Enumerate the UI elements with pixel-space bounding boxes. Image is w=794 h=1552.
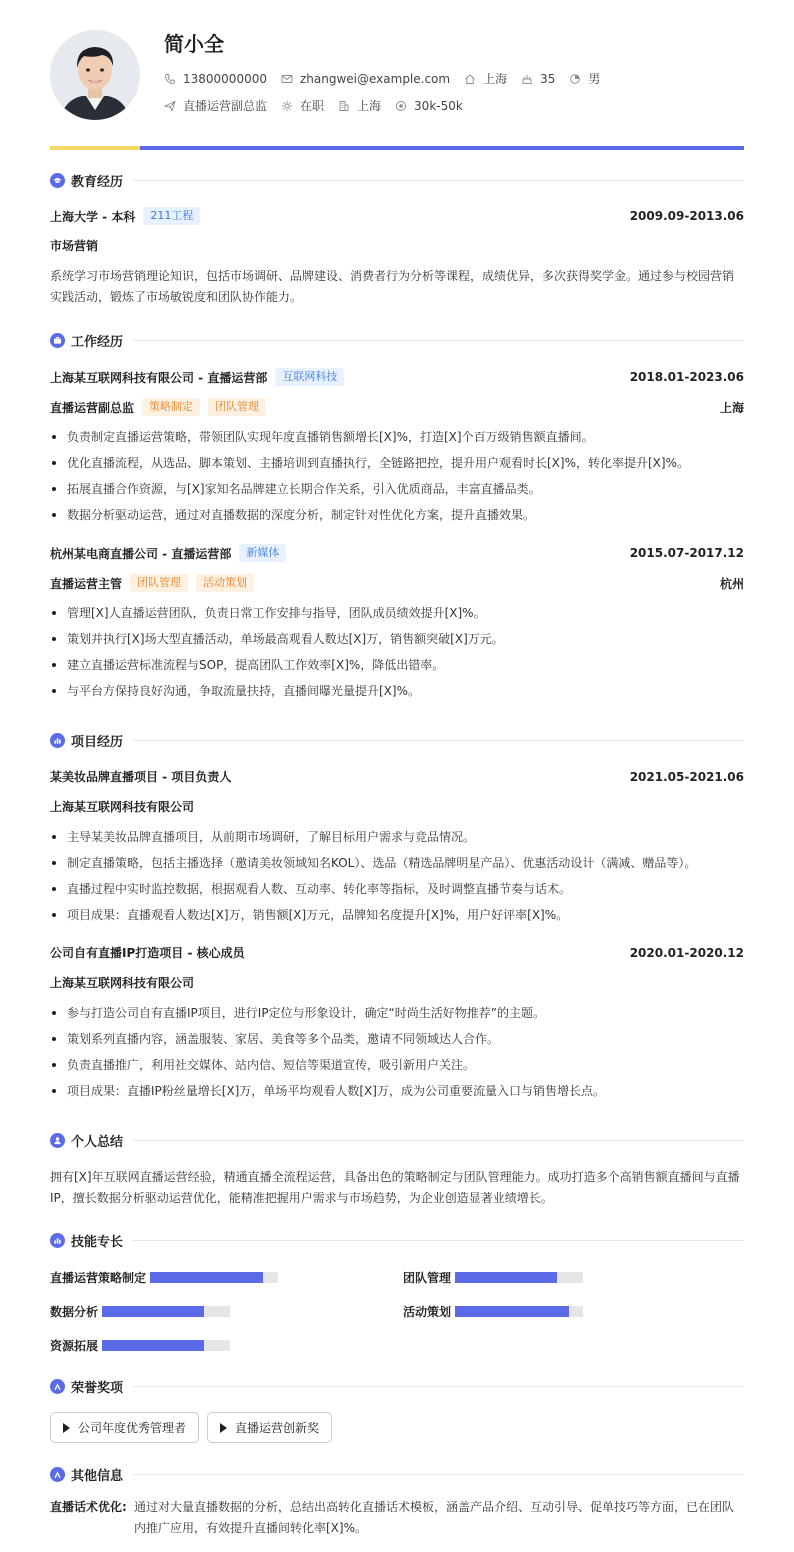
section-title-other: 其他信息 [71, 1469, 124, 1484]
header-divider [50, 146, 744, 150]
other-text: 通过对大量直播数据的分析，总结出高转化直播话术模板，涵盖产品介绍、互动引导、促单技巧等方面，已在团队内推广应用，有效提升直播间转化率[X]%。 [134, 1500, 735, 1535]
section-title-skills: 技能专长 [71, 1235, 124, 1250]
project-2-org: 上海某互联网科技有限公司 [50, 976, 195, 990]
graduation-cap-icon [50, 173, 65, 188]
work-1-header [50, 368, 744, 386]
section-summary [50, 1131, 744, 1150]
salary-icon [395, 100, 407, 112]
candidate-name: 简小全 [164, 32, 224, 56]
age-text: 35 [540, 71, 556, 86]
briefcase-icon [50, 333, 65, 348]
work-2-skill-tag: 团队管理 [130, 574, 188, 592]
list-item: 拓展直播合作资源，与[X]家知名品牌建立长期合作关系，引入优质商品，丰富直播品类。 [50, 479, 744, 505]
list-item: 策划系列直播内容，涵盖服装、家居、美食等多个品类，邀请不同领域达人合作。 [50, 1029, 744, 1055]
section-work [50, 331, 744, 350]
work-1-skill-tag: 策略制定 [142, 398, 200, 416]
job-target-text: 直播运营副总监 [183, 99, 268, 113]
skill-item [403, 1269, 583, 1286]
section-line [133, 740, 744, 741]
home-icon [464, 73, 476, 85]
target-city-item [338, 97, 381, 114]
skill-bar [102, 1306, 230, 1317]
work-2-bullets [50, 603, 744, 707]
education-description: 系统学习市场营销理论知识，包括市场调研、品牌建设、消费者行为分析等课程，成绩优异，多次获得奖学金。通过参与校园营销实践活动，锻炼了市场敏锐度和团队协作能力。 [50, 269, 735, 304]
award-label: 直播运营创新奖 [235, 1421, 320, 1435]
cake-icon [521, 73, 533, 85]
project-2-bullets [50, 1003, 744, 1107]
skill-bar-fill [150, 1272, 263, 1283]
email-item [281, 72, 450, 86]
other-label: 直播话术优化: [50, 1500, 127, 1514]
award-icon [50, 1379, 65, 1394]
work-1-skill-tag: 团队管理 [208, 398, 266, 416]
list-item: 主导某美妆品牌直播项目，从前期市场调研，了解目标用户需求与竞品情况。 [50, 827, 744, 853]
section-title-education: 教育经历 [71, 175, 124, 190]
skill-name: 团队管理 [403, 1271, 452, 1285]
work-1-bullets [50, 427, 744, 531]
work-2-title: 直播运营主管 [50, 576, 123, 591]
list-item: 优化直播流程，从选品、脚本策划、主播培训到直播执行，全链路把控，提升用户观看时长[X]%，转化率提升[X]%。 [50, 453, 744, 479]
education-date: 2009.09-2013.06 [629, 209, 744, 223]
work-2-header [50, 544, 744, 562]
work-2-role-row [50, 574, 744, 592]
section-education [50, 171, 744, 190]
location-text: 上海 [483, 72, 508, 86]
school-tag: 211工程 [143, 207, 200, 225]
phone-icon [164, 73, 176, 85]
skill-name: 活动策划 [403, 1305, 452, 1319]
status-text: 在职 [300, 99, 325, 113]
list-item: 建立直播运营标准流程与SOP，提高团队工作效率[X]%，降低出错率。 [50, 655, 744, 681]
contact-info-row [164, 70, 614, 87]
work-2-company: 杭州某电商直播公司 - 直播运营部 [50, 546, 232, 561]
bar-chart-icon [50, 733, 65, 748]
skill-bar-fill [102, 1306, 204, 1317]
building-icon [338, 100, 350, 112]
section-awards [50, 1377, 744, 1396]
project-1-header [50, 768, 744, 785]
school-name: 上海大学 - 本科 [50, 209, 136, 224]
section-line [133, 1240, 744, 1241]
skill-bar-fill [102, 1340, 204, 1351]
project-1-org-row [50, 798, 744, 815]
award-icon [50, 1467, 65, 1482]
skill-bar-fill [455, 1306, 569, 1317]
list-item: 制定直播策略，包括主播选择（邀请美妆领域知名KOL）、选品（精选品牌明星产品）、优惠活动设计（满减、赠品等）。 [50, 853, 744, 879]
job-info-row [164, 97, 477, 114]
age-item [521, 72, 555, 86]
skill-name: 资源拓展 [50, 1339, 99, 1353]
location-item [464, 70, 507, 87]
work-1-industry-tag: 互联网科技 [275, 368, 344, 386]
award-item [207, 1412, 332, 1443]
work-1-date: 2018.01-2023.06 [629, 370, 744, 384]
phone-item [164, 72, 267, 86]
list-item: 与平台方保持良好沟通，争取流量扶持，直播间曝光量提升[X]%。 [50, 681, 744, 707]
status-gear-icon [281, 100, 293, 112]
gender-item [569, 70, 600, 87]
education-header [50, 207, 744, 225]
gender-icon [569, 73, 581, 85]
skill-name: 直播运营策略制定 [50, 1271, 147, 1285]
email-icon [281, 73, 293, 85]
project-2-org-row [50, 974, 744, 991]
salary-item [395, 99, 463, 113]
work-1-title: 直播运营副总监 [50, 400, 135, 415]
list-item: 策划并执行[X]场大型直播活动，单场最高观看人数达[X]万，销售额突破[X]万元。 [50, 629, 744, 655]
gender-text: 男 [588, 72, 601, 86]
work-1-city: 上海 [719, 400, 744, 415]
skill-bar [102, 1340, 230, 1351]
skill-item [403, 1303, 583, 1320]
play-icon [220, 1423, 227, 1433]
project-2-name: 公司自有直播IP打造项目 - 核心成员 [50, 946, 245, 960]
major: 市场营销 [50, 239, 99, 253]
section-line [133, 1474, 744, 1475]
work-2-skill-tag: 活动策划 [196, 574, 254, 592]
list-item: 负责制定直播运营策略，带领团队实现年度直播销售额增长[X]%，打造[X]个百万级销售额直播间。 [50, 427, 744, 453]
work-1-role-row [50, 398, 744, 416]
project-1-org: 上海某互联网科技有限公司 [50, 800, 195, 814]
awards-list [50, 1412, 340, 1443]
work-1-company: 上海某互联网科技有限公司 - 直播运营部 [50, 370, 268, 385]
section-line [133, 1140, 744, 1141]
summary-text: 拥有[X]年互联网直播运营经验，精通直播全流程运营，具备出色的策略制定与团队管理能力。成功打造多个高销售额直播间与直播IP，擅长数据分析驱动运营优化，能精准把握用户需求与市场趋势，为企业创造显著业绩增长。 [50, 1170, 740, 1205]
section-title-projects: 项目经历 [71, 735, 124, 750]
play-icon [63, 1423, 70, 1433]
award-item [50, 1412, 199, 1443]
salary-text: 30k-50k [414, 98, 463, 113]
education-major-row [50, 237, 744, 254]
section-skills [50, 1231, 744, 1250]
list-item: 直播过程中实时监控数据，根据观看人数、互动率、转化率等指标，及时调整直播节奏与话术。 [50, 879, 744, 905]
skill-bar-fill [455, 1272, 557, 1283]
section-line [133, 1386, 744, 1387]
list-item: 管理[X]人直播运营团队，负责日常工作安排与指导，团队成员绩效提升[X]%。 [50, 603, 744, 629]
user-icon [50, 1133, 65, 1148]
other-info [50, 1497, 744, 1539]
project-1-date: 2021.05-2021.06 [629, 769, 744, 784]
phone-text: 13800000000 [183, 71, 267, 86]
skill-bar [150, 1272, 278, 1283]
skill-bar [455, 1272, 583, 1283]
section-title-awards: 荣誉奖项 [71, 1381, 124, 1396]
list-item: 项目成果：直播IP粉丝量增长[X]万，单场平均观看人数[X]万，成为公司重要流量入口与销售增长点。 [50, 1081, 744, 1107]
project-2-header [50, 944, 744, 961]
work-2-city: 杭州 [719, 576, 744, 591]
award-label: 公司年度优秀管理者 [78, 1421, 187, 1435]
avatar [50, 30, 140, 120]
list-item: 项目成果：直播观看人数达[X]万，销售额[X]万元，品牌知名度提升[X]%，用户好评率[X]%。 [50, 905, 744, 931]
section-line [133, 340, 744, 341]
list-item: 负责直播推广，利用社交媒体、站内信、短信等渠道宣传，吸引新用户关注。 [50, 1055, 744, 1081]
skill-name: 数据分析 [50, 1305, 99, 1319]
list-item: 参与打造公司自有直播IP项目，进行IP定位与形象设计，确定“时尚生活好物推荐”的主题。 [50, 1003, 744, 1029]
target-city-text: 上海 [357, 99, 382, 113]
skill-bar [455, 1306, 583, 1317]
project-1-bullets [50, 827, 744, 931]
status-item [281, 97, 324, 114]
work-2-industry-tag: 新媒体 [239, 544, 286, 562]
job-target-item [164, 97, 267, 114]
divider-accent [140, 146, 744, 150]
section-title-summary: 个人总结 [71, 1135, 124, 1150]
project-2-date: 2020.01-2020.12 [629, 945, 744, 960]
divider-highlight [50, 146, 140, 150]
email-text: zhangwei@example.com [299, 71, 451, 86]
skill-item [50, 1269, 278, 1286]
list-item: 数据分析驱动运营，通过对直播数据的深度分析，制定针对性优化方案，提升直播效果。 [50, 505, 744, 531]
skill-item [50, 1303, 230, 1320]
project-1-name: 某美妆品牌直播项目 - 项目负责人 [50, 770, 232, 784]
section-projects [50, 731, 744, 750]
skill-item [50, 1337, 230, 1354]
work-2-date: 2015.07-2017.12 [629, 546, 744, 560]
section-title-work: 工作经历 [71, 335, 124, 350]
avatar-photo [50, 30, 140, 120]
send-icon [164, 100, 176, 112]
section-line [133, 180, 744, 181]
bar-chart-icon [50, 1233, 65, 1248]
section-other [50, 1465, 744, 1484]
